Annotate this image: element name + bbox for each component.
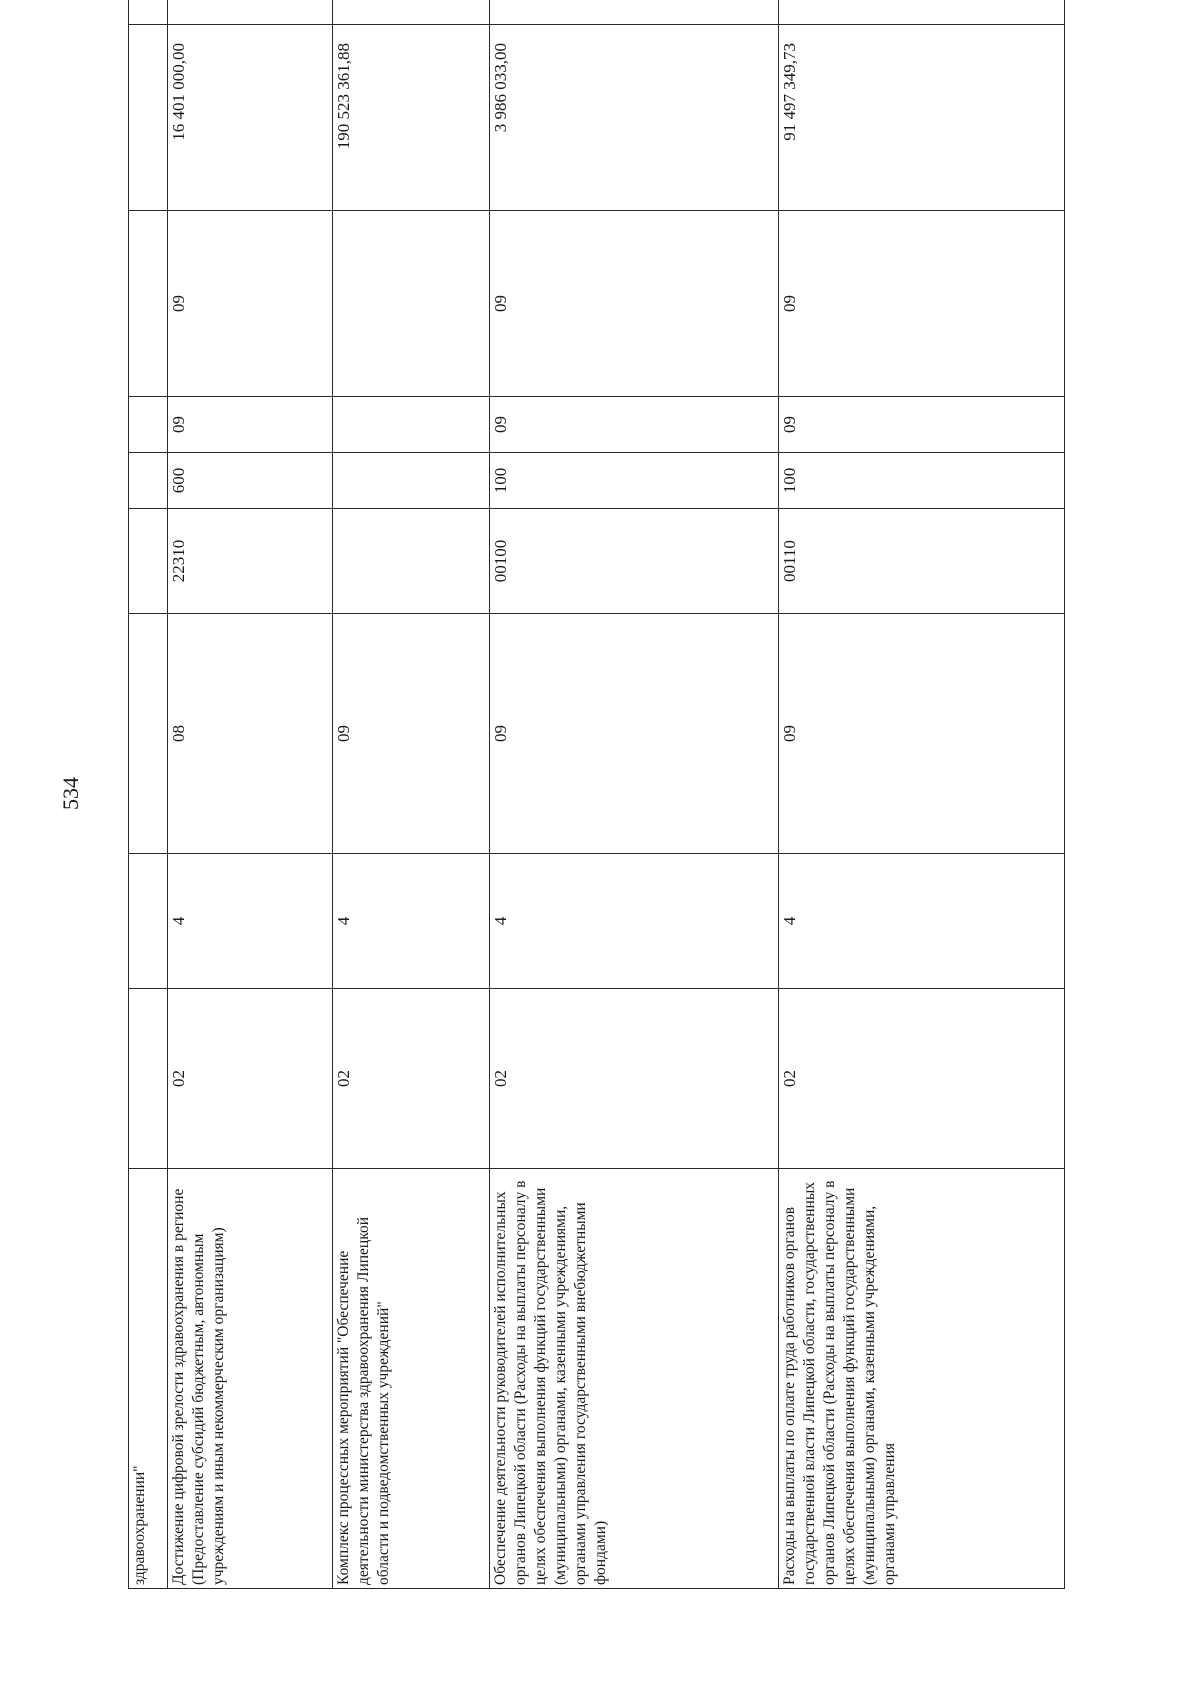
code-cell — [129, 614, 168, 854]
code-cell — [129, 453, 168, 509]
code-cell — [129, 397, 168, 453]
amount-cell — [489, 0, 778, 25]
code-cell: 00100 — [489, 509, 778, 614]
code-cell: 02 — [489, 989, 778, 1169]
code-cell — [129, 211, 168, 397]
code-cell: 09 — [489, 397, 778, 453]
code-cell: 09 — [779, 211, 1065, 397]
code-cell: 00110 — [779, 509, 1065, 614]
amount-cell — [779, 0, 1065, 25]
code-cell — [333, 509, 490, 614]
code-cell: 600 — [167, 453, 333, 509]
amount-cell — [167, 0, 333, 25]
code-cell: 09 — [167, 397, 333, 453]
page-number: 534 — [58, 777, 83, 810]
row-description: Обеспечение деятельности руководителей исполнительных органов Липецкой области (Расходы на выплаты персоналу в целях обеспечения выполнения функций государственными (муниципальными) органами, казенными учреждениями, органами управления государственными внебюджетными фондами) — [489, 1169, 778, 1589]
amount-cell: 190 523 361,88 — [333, 25, 490, 211]
code-cell: 08 — [167, 614, 333, 854]
code-cell: 02 — [167, 989, 333, 1169]
code-cell: 09 — [167, 211, 333, 397]
code-cell: 100 — [779, 453, 1065, 509]
row-description: Комплекс процессных мероприятий "Обеспечение деятельности министерства здравоохранения Липецкой области и подведомственных учреждений" — [333, 1169, 490, 1589]
code-cell — [333, 211, 490, 397]
code-cell — [333, 453, 490, 509]
code-cell: 09 — [333, 614, 490, 854]
table-row — [489, 0, 778, 1589]
code-cell: 02 — [333, 989, 490, 1169]
row-description: Расходы на выплаты по оплате труда работников органов государственной власти Липецкой области, государственных органов Липецкой области (Расходы на выплаты персоналу в целях обеспечения выполнения функций государственными (муниципальными) органами, казенными учреждениями, органами управления — [779, 1169, 1065, 1589]
table-row — [779, 0, 1065, 1589]
code-cell: 4 — [167, 854, 333, 989]
table-row — [167, 0, 333, 1589]
budget-table — [128, 0, 1065, 1589]
row-description: Достижение цифровой зрелости здравоохранения в регионе (Предоставление субсидий бюджетным, автономным учреждениям и иным некоммерческим организациям) — [167, 1169, 333, 1589]
code-cell: 09 — [489, 211, 778, 397]
amount-cell: 3 986 033,00 — [489, 25, 778, 211]
code-cell: 4 — [779, 854, 1065, 989]
amount-cell — [129, 0, 168, 25]
code-cell: 100 — [489, 453, 778, 509]
code-cell — [129, 854, 168, 989]
amount-cell — [129, 25, 168, 211]
amount-cell — [333, 0, 490, 25]
budget-table-container — [128, 43, 1065, 1589]
row-description: здравоохранении" — [129, 1169, 168, 1589]
code-cell: 09 — [779, 397, 1065, 453]
code-cell: 09 — [779, 614, 1065, 854]
table-row — [333, 0, 490, 1589]
code-cell — [333, 397, 490, 453]
code-cell: 4 — [333, 854, 490, 989]
code-cell: 4 — [489, 854, 778, 989]
code-cell: 02 — [779, 989, 1065, 1169]
code-cell — [129, 509, 168, 614]
table-row — [129, 0, 168, 1589]
amount-cell: 16 401 000,00 — [167, 25, 333, 211]
amount-cell: 91 497 349,73 — [779, 25, 1065, 211]
code-cell: 22310 — [167, 509, 333, 614]
code-cell: 09 — [489, 614, 778, 854]
code-cell — [129, 989, 168, 1169]
